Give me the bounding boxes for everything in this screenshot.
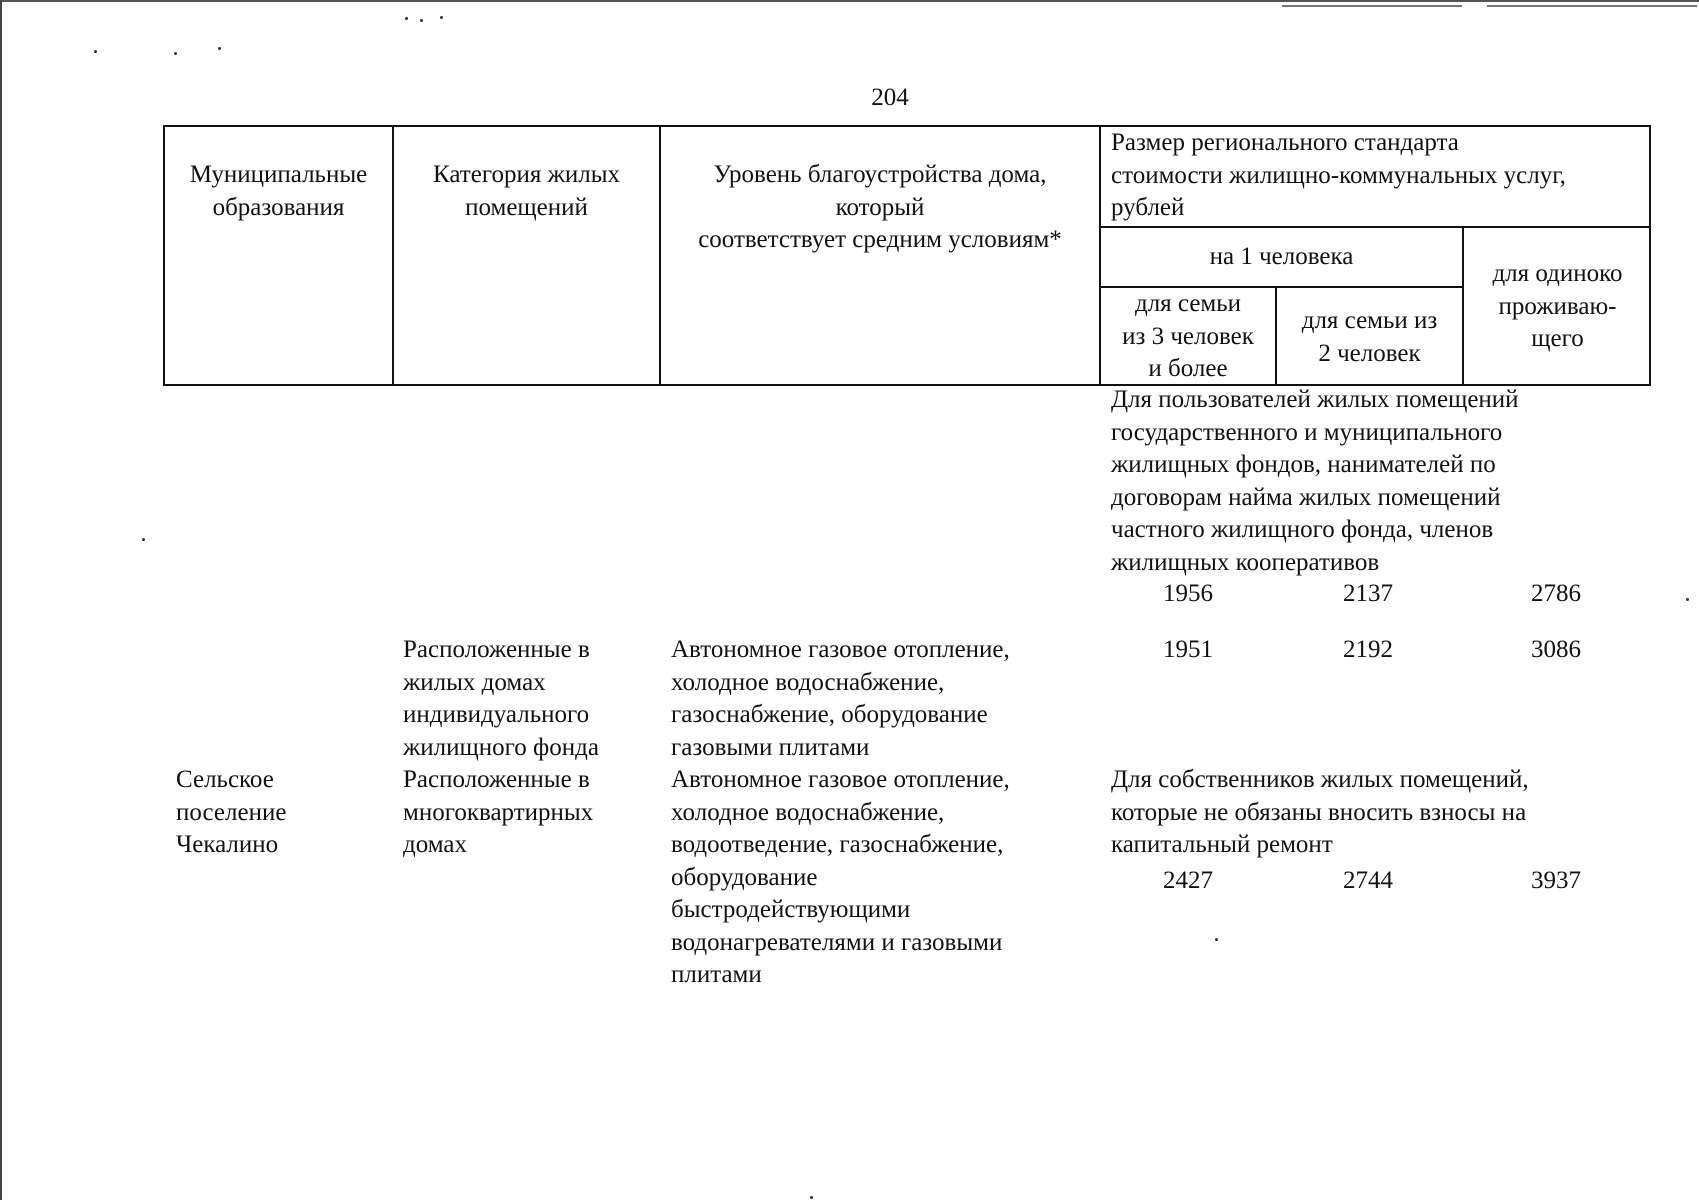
header-family-2-line: 2 человек [1318,339,1421,367]
header-standard-line: Размер регионального стандарта [1111,129,1459,156]
row-3-municipality [176,764,286,862]
row-3-single-value: 3937 [1531,867,1581,894]
header-family-3 [1101,288,1275,386]
tenants-note-line: государственного и муниципального [1111,418,1503,446]
row-3-category-line: Расположенные в [403,766,590,793]
tenants-note-line: договорам найма жилых помещений [1111,483,1501,511]
row-3-family-2-value: 2744 [1343,867,1393,894]
header-municipal-line: образования [212,193,345,221]
row-2-category-line: жилых домах [403,668,546,696]
row-1-single-value: 2786 [1531,580,1581,607]
row-3-municipality-line: Чекалино [176,831,279,858]
header-single-line: проживаю- [1498,292,1617,320]
row-3-level [671,764,1010,992]
tenants-note-line: частного жилищного фонда, членов [1111,516,1494,543]
owners-note [1111,764,1529,862]
row-3-municipality-line: поселение [176,798,287,826]
row-3-category [403,764,593,862]
row-3-level-line: водонагревателями и газовыми [671,928,1003,956]
row-1-family-2-value: 2137 [1343,580,1393,607]
header-single-line: щего [1531,325,1584,352]
row-3-family-3-value: 2427 [1163,867,1213,894]
tenants-note-line: Для пользователей жилых помещений [1111,386,1519,413]
tenants-note [1111,384,1519,579]
row-2-level-line: Автономное газовое отопление, [671,636,1010,663]
header-family-3-line: для семьи [1134,290,1242,317]
row-2-category [403,634,599,764]
tenants-note-line: жилищных кооперативов [1111,548,1380,576]
header-single [1464,258,1651,356]
owners-note-line: Для собственников жилых помещений, [1111,766,1529,793]
header-per-person-label: на 1 человека [1209,243,1354,270]
row-3-level-line: быстродействующими [671,896,911,923]
header-municipal-line: Муниципальные [189,161,368,188]
row-3-level-line: плитами [671,961,762,988]
header-level-line: соответствует средним условиям* [698,226,1062,253]
row-2-level-line: газоснабжение, оборудование [671,701,988,728]
scan-mark [1282,5,1462,7]
scan-speck [142,538,145,541]
header-level [661,159,1099,257]
scan-border-top [0,0,1699,2]
row-2-level-line: газовыми плитами [671,733,870,761]
row-2-single-value: 3086 [1531,636,1581,663]
scan-speck [218,47,221,50]
row-1-family-3-value: 1956 [1163,580,1213,607]
row-2-family-2-value: 2192 [1343,636,1393,663]
row-2-category-line: индивидуального [403,701,590,728]
table-header [163,125,1651,386]
header-family-2-line: для семьи из [1301,307,1438,334]
header-category [394,159,659,224]
row-3-municipality-line: Сельское [176,766,274,793]
row-3-level-line: Автономное газовое отопление, [671,766,1010,793]
header-standard-line: рублей [1111,194,1185,221]
header-single-line: для одиноко [1492,260,1623,287]
row-3-category-line: домах [403,831,467,858]
scan-speck [94,50,97,53]
scan-border-left [0,0,2,1200]
scan-speck [420,19,423,22]
owners-note-line: которые не обязаны вносить взносы на [1111,798,1527,826]
scan-speck [405,17,408,20]
row-2-level-line: холодное водоснабжение, [671,668,945,696]
header-family-2 [1277,305,1462,370]
row-3-level-line: оборудование [671,863,818,891]
scan-speck [174,52,177,55]
scan-speck [810,1196,813,1199]
row-2-category-line: жилищного фонда [403,733,599,761]
scan-speck [1215,938,1218,941]
header-standard-line: стоимости жилищно-коммунальных услуг, [1111,161,1566,189]
header-level-line: который [835,193,925,221]
header-municipal [165,159,392,224]
tenants-note-line: жилищных фондов, нанимателей по [1111,451,1496,478]
row-2-category-line: Расположенные в [403,636,590,663]
row-3-category-line: многоквартирных [403,798,594,826]
scan-speck [1686,598,1689,601]
header-family-3-line: и более [1148,355,1228,382]
header-per-person [1101,241,1462,274]
header-standard [1111,127,1651,225]
page-number: 204 [871,84,909,111]
header-divider [1099,226,1651,228]
header-category-line: помещений [465,193,588,221]
scan-speck [440,16,443,19]
owners-note-line: капитальный ремонт [1111,831,1333,858]
header-category-line: Категория жилых [433,161,620,188]
row-2-level [671,634,1010,764]
header-level-line: Уровень благоустройства дома, [713,161,1047,188]
row-3-level-line: холодное водоснабжение, [671,798,945,826]
row-3-level-line: водоотведение, газоснабжение, [671,831,1004,858]
row-2-family-3-value: 1951 [1163,636,1213,663]
scan-mark [1487,5,1697,7]
header-family-3-line: из 3 человек [1122,322,1254,350]
